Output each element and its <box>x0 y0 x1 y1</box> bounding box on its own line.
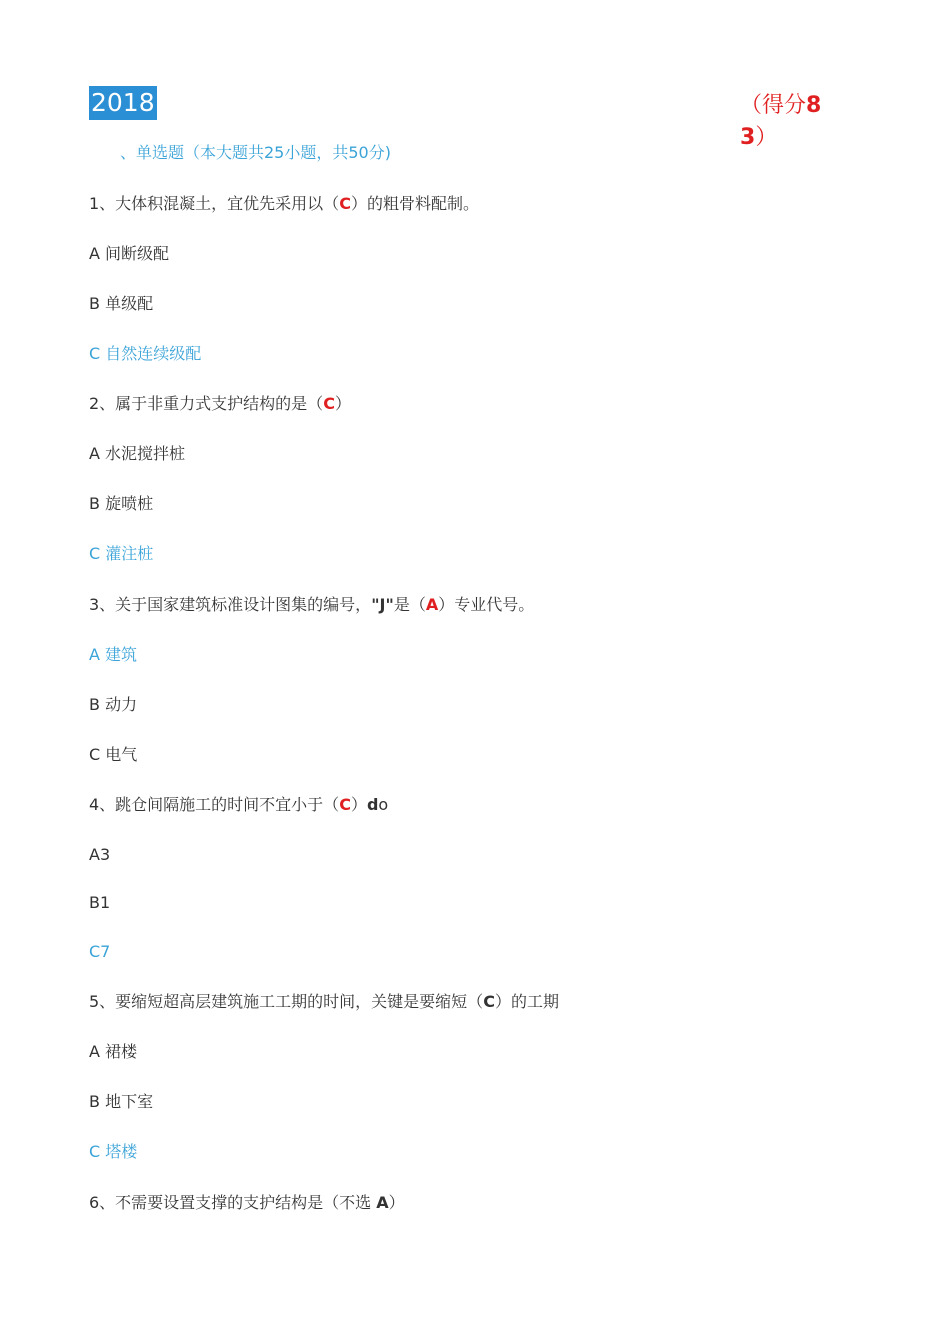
answer-4: C <box>339 795 351 814</box>
option-1a: A 间断级配 <box>89 244 170 263</box>
answer-5: C <box>483 992 495 1011</box>
option-5c-correct: C 塔楼 <box>89 1142 138 1161</box>
question-5: 5、要缩短超高层建筑施工工期的时间，关键是要缩短（C）的工期 <box>89 992 559 1011</box>
question-4: 4、跳仓间隔施工的时间不宜小于（C）do <box>89 795 389 814</box>
answer-6: A <box>376 1193 389 1212</box>
section-heading: 、单选题（本大题共25小题，共50分) <box>120 143 391 162</box>
option-1c-correct: C 自然连续级配 <box>89 344 202 363</box>
option-3b: B 动力 <box>89 695 138 714</box>
year-title: 2018 <box>89 86 157 120</box>
question-6: 6、不需要设置支撑的支护结构是（不选 A） <box>89 1193 405 1212</box>
answer-2: C <box>323 394 335 413</box>
answer-1: C <box>339 194 351 213</box>
option-2a: A 水泥搅拌桩 <box>89 444 186 463</box>
question-1: 1、大体积混凝土，宜优先采用以（C）的粗骨料配制。 <box>89 194 479 213</box>
option-1b: B 单级配 <box>89 294 154 313</box>
option-4b: B1 <box>89 893 111 912</box>
option-5b: B 地下室 <box>89 1092 154 1111</box>
option-4c-correct: C7 <box>89 942 111 961</box>
option-3c: C 电气 <box>89 745 138 764</box>
option-5a: A 裙楼 <box>89 1042 138 1061</box>
question-2: 2、属于非重力式支护结构的是（C） <box>89 394 351 413</box>
question-3: 3、关于国家建筑标准设计图集的编号，"J"是（A）专业代号。 <box>89 595 535 614</box>
score-label: （得分8 3） <box>740 93 822 150</box>
option-2c-correct: C 灌注桩 <box>89 544 154 563</box>
answer-3: A <box>425 595 439 614</box>
option-3a-correct: A 建筑 <box>89 645 138 664</box>
option-4a: A3 <box>89 845 111 864</box>
option-2b: B 旋喷桩 <box>89 494 154 513</box>
